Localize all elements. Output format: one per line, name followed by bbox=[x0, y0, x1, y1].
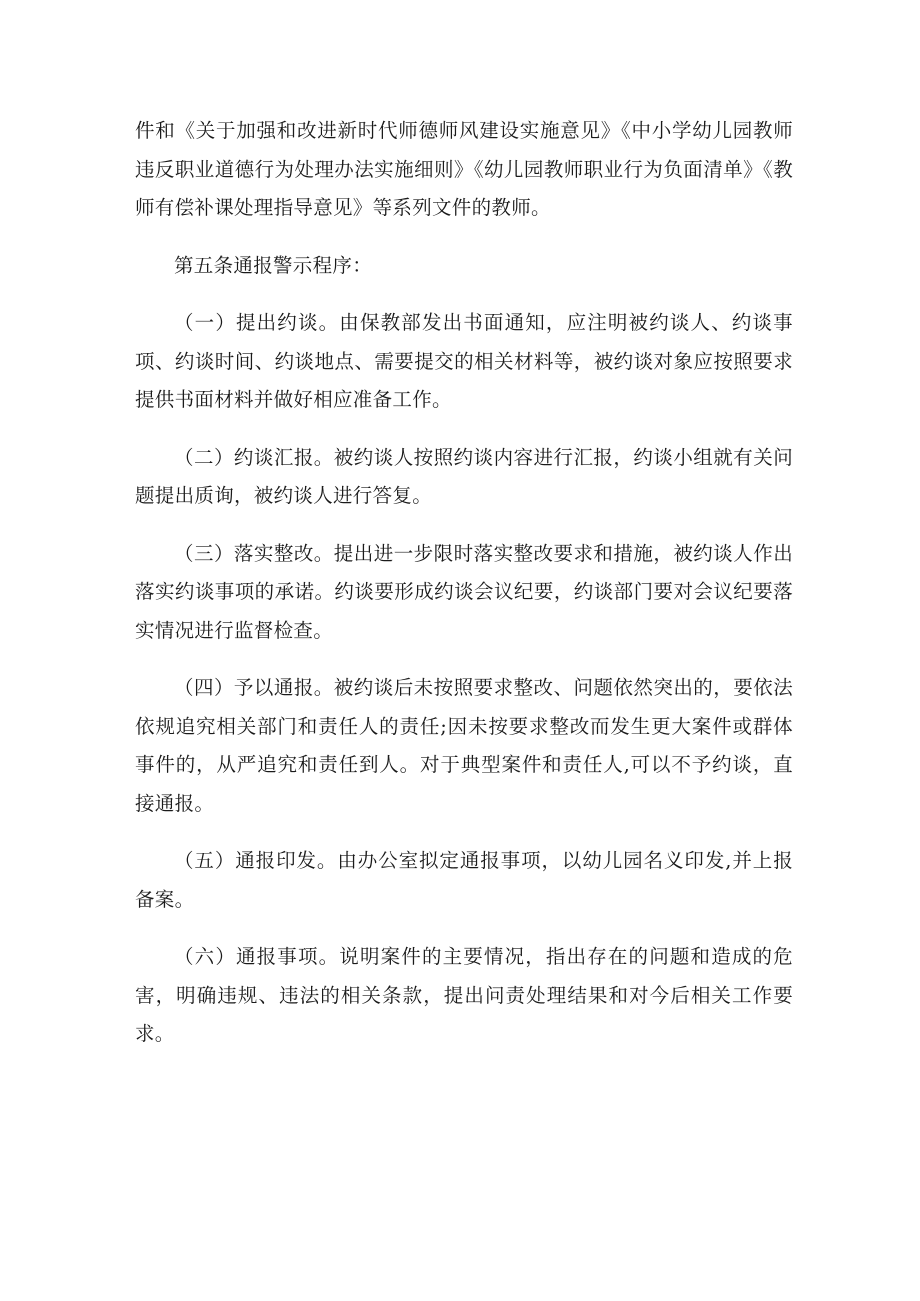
paragraph-step-1: （一）提出约谈。由保教部发出书面通知，应注明被约谈人、约谈事项、约谈时间、约谈地点、需要提交的相关材料等，被约谈对象应按照要求提供书面材料并做好相应准备工作。 bbox=[135, 311, 793, 411]
paragraph-step-6: （六）通报事项。说明案件的主要情况，指出存在的问题和造成的危害，明确违规、违法的相关条款，提出问责处理结果和对今后相关工作要求。 bbox=[135, 945, 793, 1045]
paragraph-step-4: （四）予以通报。被约谈后未按照要求整改、问题依然突出的，要依法依规追究相关部门和责任人的责任;因未按要求整改而发生更大案件或群体事件的，从严追究和责任到人。对于典型案件和责任人,可以不予约谈，直接通报。 bbox=[135, 676, 793, 815]
document-body bbox=[135, 112, 793, 1054]
paragraph-continuation: 件和《关于加强和改进新时代师德师风建设实施意见》《中小学幼儿园教师违反职业道德行为处理办法实施细则》《幼儿园教师职业行为负面清单》《教师有偿补课处理指导意见》等系列文件的教师。 bbox=[135, 119, 793, 219]
paragraph-step-2: （二）约谈汇报。被约谈人按照约谈内容进行汇报，约谈小组就有关问题提出质询，被约谈人进行答复。 bbox=[135, 445, 793, 507]
paragraph-step-5: （五）通报印发。由办公室拟定通报事项，以幼儿园名义印发,并上报备案。 bbox=[135, 849, 793, 911]
paragraph-article-five-heading: 第五条通报警示程序： bbox=[174, 253, 373, 277]
paragraph-step-3: （三）落实整改。提出进一步限时落实整改要求和措施，被约谈人作出落实约谈事项的承诺。约谈要形成约谈会议纪要，约谈部门要对会议纪要落实情况进行监督检查。 bbox=[135, 541, 793, 642]
